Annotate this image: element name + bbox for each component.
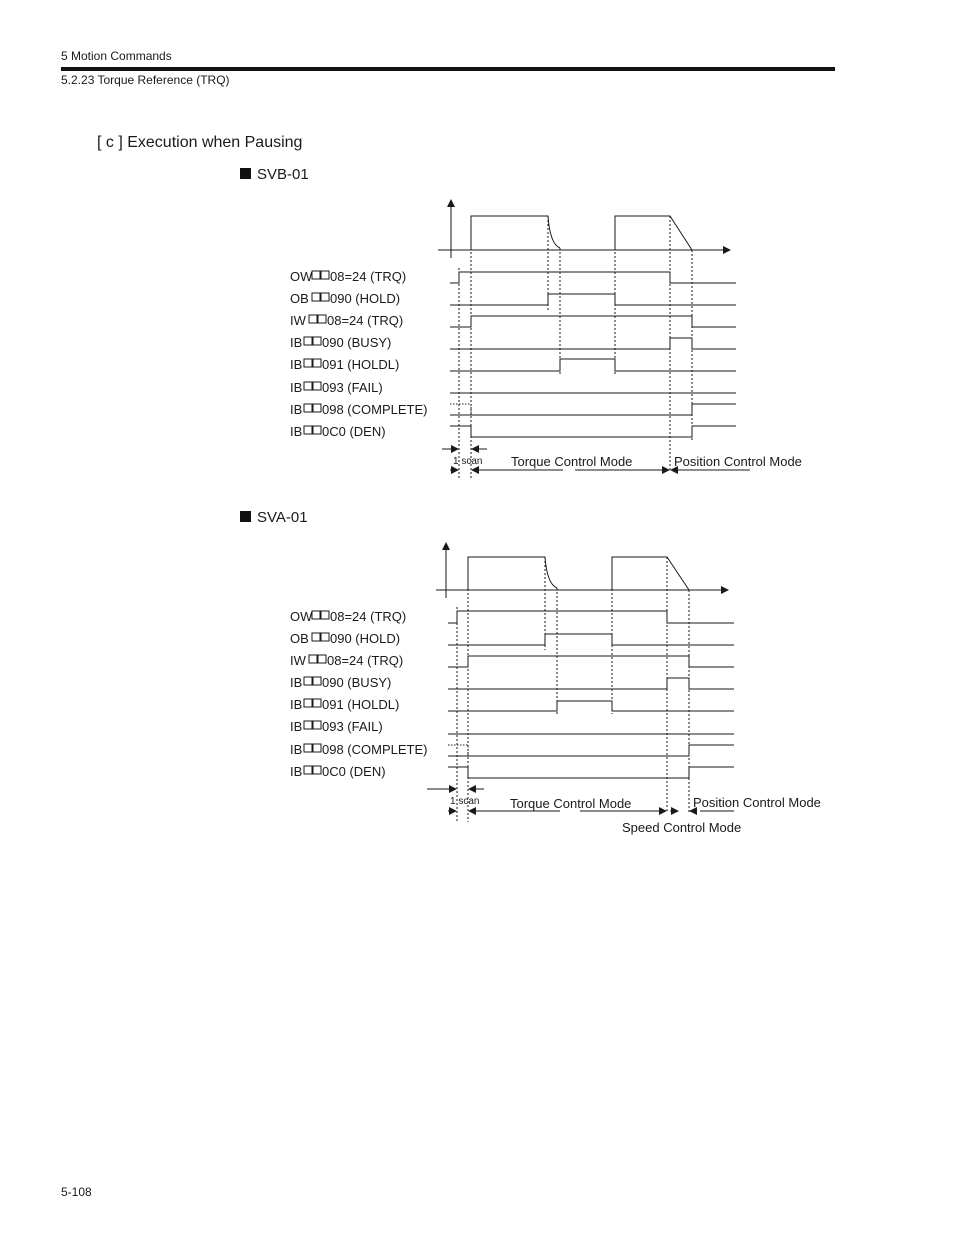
torque-profile-2 [615, 216, 692, 250]
trace-ib-holdl [450, 359, 736, 371]
signal-labels-sva [290, 609, 427, 779]
figure-title-sva-text: SVA-01 [257, 509, 308, 526]
scan-label-sva: 1 scan [450, 796, 480, 807]
torque-profile-2 [612, 557, 689, 590]
svg-text:IB: IB [290, 335, 303, 350]
trace-ib-den [448, 767, 734, 778]
svg-text:OB: OB [290, 291, 309, 306]
svg-text:090 (HOLD): 090 (HOLD) [330, 631, 401, 646]
svg-text:091 (HOLDL): 091 (HOLDL) [322, 357, 400, 372]
trace-ow-trq [448, 611, 734, 623]
trace-ib-busy [448, 678, 734, 689]
header-section: 5.2.23 Torque Reference (TRQ) [61, 73, 230, 87]
signal-label-sva-0 [290, 609, 406, 624]
svg-text:OW: OW [290, 269, 313, 284]
signal-label-svb-2 [290, 313, 403, 328]
signal-label-sva-3 [290, 675, 391, 690]
svg-text:IW: IW [290, 653, 306, 668]
timing-diagram-svb [438, 200, 750, 480]
subsection-title: [ c ] Execution when Pausing [97, 134, 303, 151]
svg-text:091 (HOLDL): 091 (HOLDL) [322, 697, 400, 712]
svg-text:090 (BUSY): 090 (BUSY) [322, 675, 392, 690]
header-chapter: 5 Motion Commands [61, 49, 172, 63]
trace-ow-trq [450, 272, 736, 283]
svg-text:098 (COMPLETE): 098 (COMPLETE) [322, 402, 428, 417]
trace-ib-complete [450, 404, 736, 415]
svg-text:IB: IB [290, 380, 303, 395]
torque-profile-1 [468, 557, 557, 590]
signal-label-svb-0 [290, 269, 406, 284]
torque-profile-1 [471, 216, 560, 250]
signal-label-sva-4 [290, 697, 399, 712]
page-number: 5-108 [61, 1185, 92, 1199]
trace-iw-trq [450, 316, 736, 327]
svg-text:IB: IB [290, 402, 303, 417]
svg-text:OB: OB [290, 631, 309, 646]
svg-text:IW: IW [290, 313, 306, 328]
figure-title-svb-text: SVB-01 [257, 166, 309, 183]
trace-ib-complete-dotted [448, 745, 468, 756]
trace-ib-complete [448, 745, 734, 756]
svg-text:IB: IB [290, 424, 303, 439]
torque-mode-label-svb: Torque Control Mode [511, 454, 633, 469]
signal-label-sva-6 [290, 742, 427, 757]
svg-text:0C0 (DEN): 0C0 (DEN) [322, 424, 386, 439]
trace-iw-trq [448, 656, 734, 667]
signal-label-sva-7 [290, 764, 386, 779]
svg-text:OW: OW [290, 609, 313, 624]
signal-label-svb-5 [290, 380, 383, 395]
trace-ob-hold [448, 634, 734, 645]
svg-text:090 (HOLD): 090 (HOLD) [330, 291, 401, 306]
trace-ib-holdl [448, 701, 734, 711]
signal-label-sva-5 [290, 719, 383, 734]
svg-text:08=24 (TRQ): 08=24 (TRQ) [330, 269, 407, 284]
speed-mode-label-sva: Speed Control Mode [622, 820, 742, 835]
trace-ob-hold [450, 294, 736, 305]
trace-ib-complete-dotted [450, 404, 471, 415]
scan-label-svb: 1 scan [453, 456, 483, 467]
position-mode-label-sva: Position Control Mode [693, 795, 821, 810]
svg-text:08=24 (TRQ): 08=24 (TRQ) [330, 609, 407, 624]
svg-text:IB: IB [290, 697, 303, 712]
signal-label-svb-1 [290, 291, 400, 306]
timing-diagram-sva [427, 543, 734, 822]
signal-label-svb-6 [290, 402, 427, 417]
trace-ib-den [450, 426, 736, 437]
dotted-guides-svb [459, 216, 692, 480]
signal-label-sva-2 [290, 653, 403, 668]
svg-text:IB: IB [290, 764, 303, 779]
signal-labels-svb [290, 269, 427, 439]
svg-text:0C0 (DEN): 0C0 (DEN) [322, 764, 386, 779]
svg-text:093 (FAIL): 093 (FAIL) [322, 719, 383, 734]
signal-label-svb-3 [290, 335, 391, 350]
trace-ib-busy [450, 338, 736, 349]
svg-text:090 (BUSY): 090 (BUSY) [322, 335, 392, 350]
svg-text:08=24 (TRQ): 08=24 (TRQ) [327, 653, 404, 668]
svg-text:IB: IB [290, 357, 303, 372]
svg-text:08=24 (TRQ): 08=24 (TRQ) [327, 313, 404, 328]
signal-label-svb-7 [290, 424, 386, 439]
svg-text:IB: IB [290, 675, 303, 690]
signal-label-svb-4 [290, 357, 399, 372]
signal-label-sva-1 [290, 631, 400, 646]
svg-text:IB: IB [290, 742, 303, 757]
svg-text:IB: IB [290, 719, 303, 734]
torque-mode-label-sva: Torque Control Mode [510, 796, 632, 811]
svg-text:093 (FAIL): 093 (FAIL) [322, 380, 383, 395]
position-mode-label-svb: Position Control Mode [674, 454, 802, 469]
svg-text:098 (COMPLETE): 098 (COMPLETE) [322, 742, 428, 757]
